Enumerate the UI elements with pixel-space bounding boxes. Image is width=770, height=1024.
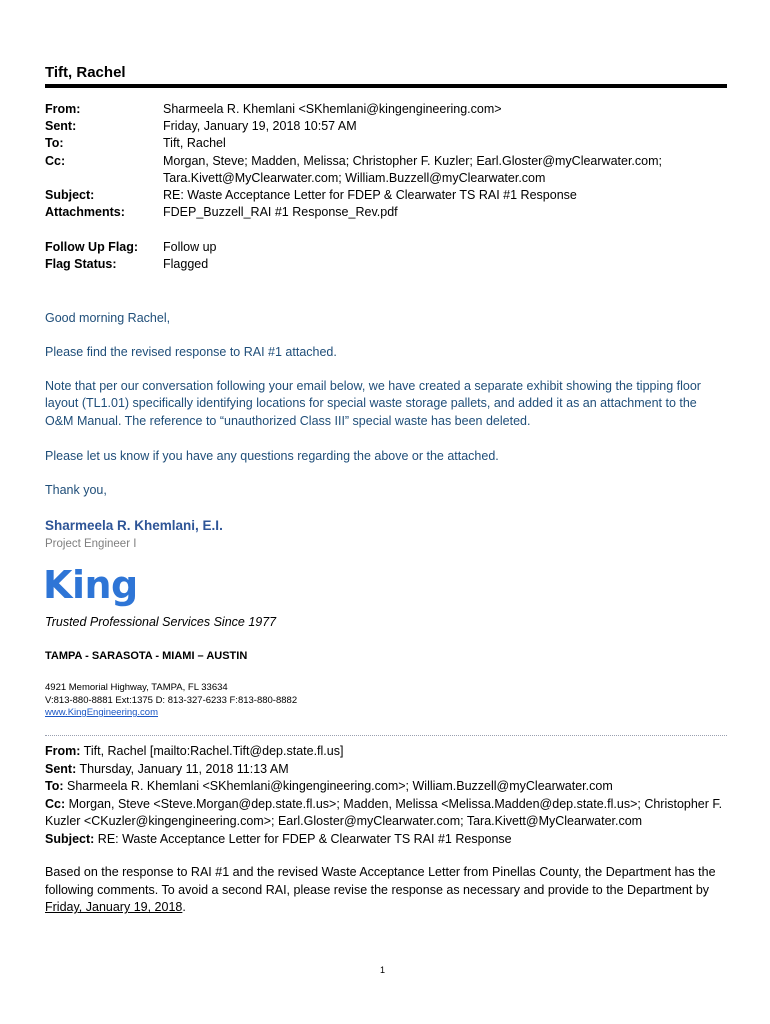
fwd-cc-row — [45, 796, 727, 831]
fwd-body-text: Based on the response to RAI #1 and the revised Waste Acceptance Letter from Pinellas County, the Department has the following comments. To avoid a second RAI, please revise the response as necessary and provide to the Department by — [45, 865, 716, 897]
signature-name: Sharmeela R. Khemlani, E.I. — [45, 518, 223, 533]
subject-label: Subject: — [45, 187, 95, 202]
fwd-to-label: To: — [45, 779, 64, 794]
flagstatus-value: Flagged — [163, 256, 209, 271]
followup-value: Follow up — [163, 239, 217, 254]
attachments-label: Attachments: — [45, 205, 125, 220]
fwd-subject-label: Subject: — [45, 831, 95, 846]
closing: Thank you, — [45, 483, 107, 497]
fwd-body-date: Friday, January 19, 2018 — [45, 900, 183, 915]
greeting: Good morning Rachel, — [45, 311, 171, 325]
flagstatus-label: Flag Status: — [45, 256, 117, 271]
signature-address: 4921 Memorial Highway, TAMPA, FL 33634 — [45, 682, 228, 693]
fwd-sent-row — [45, 761, 727, 779]
sent-label: Sent: — [45, 119, 77, 134]
cc-value-line1: Morgan, Steve; Madden, Melissa; Christopher F. Kuzler; Earl.Gloster@myClearwater.com; — [163, 153, 662, 168]
fwd-sent-value: Thursday, January 11, 2018 11:13 AM — [76, 761, 289, 776]
signature-phones: V:813-880-8881 Ext:1375 D: 813-327-6233 F:813-880-8882 — [45, 694, 298, 706]
signature-title: Project Engineer I — [45, 538, 137, 550]
fwd-subject-row — [45, 831, 727, 849]
fwd-from-value: Tift, Rachel [mailto:Rachel.Tift@dep.state.fl.us] — [80, 744, 344, 758]
cc-label: Cc: — [45, 153, 66, 168]
fwd-to-row — [45, 778, 727, 796]
subject-value: RE: Waste Acceptance Letter for FDEP & Clearwater TS RAI #1 Response — [163, 187, 577, 202]
to-value: Tift, Rachel — [163, 136, 226, 151]
from-value: Sharmeela R. Khemlani <SKhemlani@kingengineering.com> — [163, 102, 502, 116]
fwd-to-value: Sharmeela R. Khemlani <SKhemlani@kingengineering.com>; William.Buzzell@myClearwater.com — [63, 779, 613, 794]
followup-label: Follow Up Flag: — [45, 239, 139, 254]
fwd-body-end: . — [182, 900, 186, 915]
signature-tagline: Trusted Professional Services Since 1977 — [45, 615, 277, 629]
divider — [45, 735, 727, 736]
forwarded-body — [45, 864, 727, 917]
mailbox-owner: Tift, Rachel — [45, 64, 126, 81]
signature-cities: TAMPA - SARASOTA - MIAMI – AUSTIN — [45, 650, 248, 662]
to-label: To: — [45, 136, 64, 151]
fwd-sent-label: Sent: — [45, 761, 77, 776]
header-rule — [45, 84, 727, 88]
paragraph-questions: Please let us know if you have any questions regarding the above or the attached. — [45, 449, 499, 463]
page-number: 1 — [380, 965, 386, 975]
sent-value: Friday, January 19, 2018 10:57 AM — [163, 119, 357, 134]
king-logo: King — [43, 563, 138, 607]
fwd-cc-value: Morgan, Steve <Steve.Morgan@dep.state.fl.us>; Madden, Melissa <Melissa.Madden@dep.state.fl.us>; Christopher F. Kuzler <CKuzler@kingengineering.com>; Earl.Gloster@myClearwater.com; Tara.Kivett@MyClearwater.com — [45, 796, 723, 829]
from-label: From: — [45, 102, 81, 116]
website-link[interactable]: www.KingEngineering.com — [45, 707, 159, 718]
fwd-subject-value: RE: Waste Acceptance Letter for FDEP & Clearwater TS RAI #1 Response — [94, 831, 512, 846]
forwarded-header — [45, 743, 727, 849]
paragraph-note: Note that per our conversation following your email below, we have created a separate exhibit showing the tipping floor layout (TL1.01) specifically identifying locations for special waste storage pallets, and added it as an attachment to the O&M Manual. The reference to “unauthorized Class III” special waste has been deleted. — [45, 379, 701, 428]
fwd-cc-label: Cc: — [45, 796, 66, 811]
fwd-from-label: From: — [45, 744, 81, 758]
signature-address-block — [45, 682, 297, 720]
fwd-from-row — [45, 743, 727, 761]
paragraph-attached: Please find the revised response to RAI #1 attached. — [45, 345, 337, 359]
cc-value-line2: Tara.Kivett@MyClearwater.com; William.Buzzell@myClearwater.com — [163, 170, 546, 185]
attachment-file[interactable]: FDEP_Buzzell_RAI #1 Response_Rev.pdf — [163, 205, 398, 220]
